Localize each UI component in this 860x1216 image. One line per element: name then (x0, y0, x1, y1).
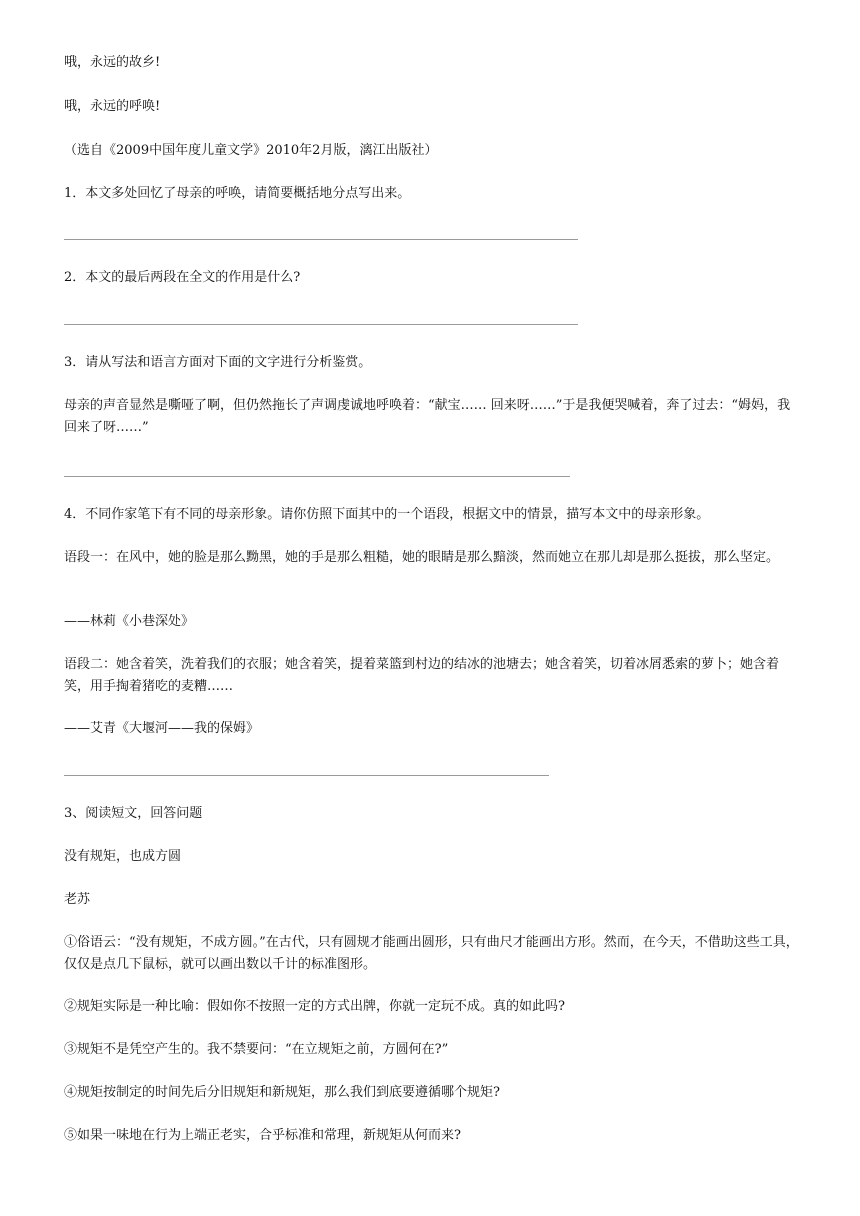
article-paragraph-1: ①俗语云：“没有规矩，不成方圆。”在古代，只有圆规才能画出圆形，只有曲尺才能画出方形。然而，在今天，不借助这些工具，仅仅是点几下鼠标，就可以画出数以千计的标准图形。 (64, 935, 799, 972)
answer-line-4[interactable] (64, 775, 549, 776)
article-author: 老苏 (64, 892, 91, 907)
article-paragraph-4: ④规矩按制定的时间先后分旧规矩和新规矩，那么我们到底要遵循哪个规矩? (64, 1085, 500, 1100)
source-citation: （选自《2009中国年度儿童文学》2010年2月版，漓江出版社） (64, 143, 438, 158)
answer-line-3[interactable] (64, 476, 570, 477)
question-4: 4．不同作家笔下有不同的母亲形象。请你仿照下面其中的一个语段，根据文中的情景，描写本文中的母亲形象。 (64, 507, 710, 522)
question-4-example-1: 语段一：在风中，她的脸是那么黝黑，她的手是那么粗糙，她的眼睛是那么黯淡，然而她立在那儿却是那么挺拔，那么坚定。 (64, 550, 780, 565)
answer-line-2[interactable] (64, 324, 578, 325)
question-4-example-2: 语段二：她含着笑，洗着我们的衣服；她含着笑，提着菜篮到村边的结冰的池塘去；她含着笑，切着冰屑悉索的萝卜；她含着笑，用手掏着猪吃的麦糟…… (64, 657, 780, 694)
poem-line-2: 哦，永远的呼唤! (64, 99, 161, 114)
section-3-heading: 3、阅读短文，回答问题 (64, 806, 203, 821)
question-1: 1．本文多处回忆了母亲的呼唤，请简要概括地分点写出来。 (64, 186, 411, 201)
question-2: 2．本文的最后两段在全文的作用是什么? (64, 270, 301, 285)
article-title: 没有规矩，也成方圆 (64, 849, 182, 864)
answer-line-1[interactable] (64, 239, 578, 240)
question-4-example-2-source: ——艾青《大堰河——我的保姆》 (64, 721, 260, 736)
poem-line-1: 哦，永远的故乡! (64, 55, 161, 70)
article-paragraph-3: ③规矩不是凭空产生的。我不禁要问：“在立规矩之前，方圆何在?” (64, 1042, 449, 1057)
question-3: 3．请从写法和语言方面对下面的文字进行分析鉴赏。 (64, 355, 372, 370)
question-4-example-1-source: ——林莉《小巷深处》 (64, 614, 195, 629)
article-paragraph-2: ②规矩实际是一种比喻：假如你不按照一定的方式出牌，你就一定玩不成。真的如此吗? (64, 999, 565, 1014)
question-3-passage: 母亲的声音显然是嘶哑了啊，但仍然拖长了声调虔诚地呼唤着：“献宝…… 回来呀……”于是我便哭喊着，奔了过去：“姆妈，我回来了呀……” (64, 398, 791, 435)
article-paragraph-5: ⑤如果一味地在行为上端正老实，合乎标准和常理，新规矩从何而来? (64, 1128, 461, 1143)
